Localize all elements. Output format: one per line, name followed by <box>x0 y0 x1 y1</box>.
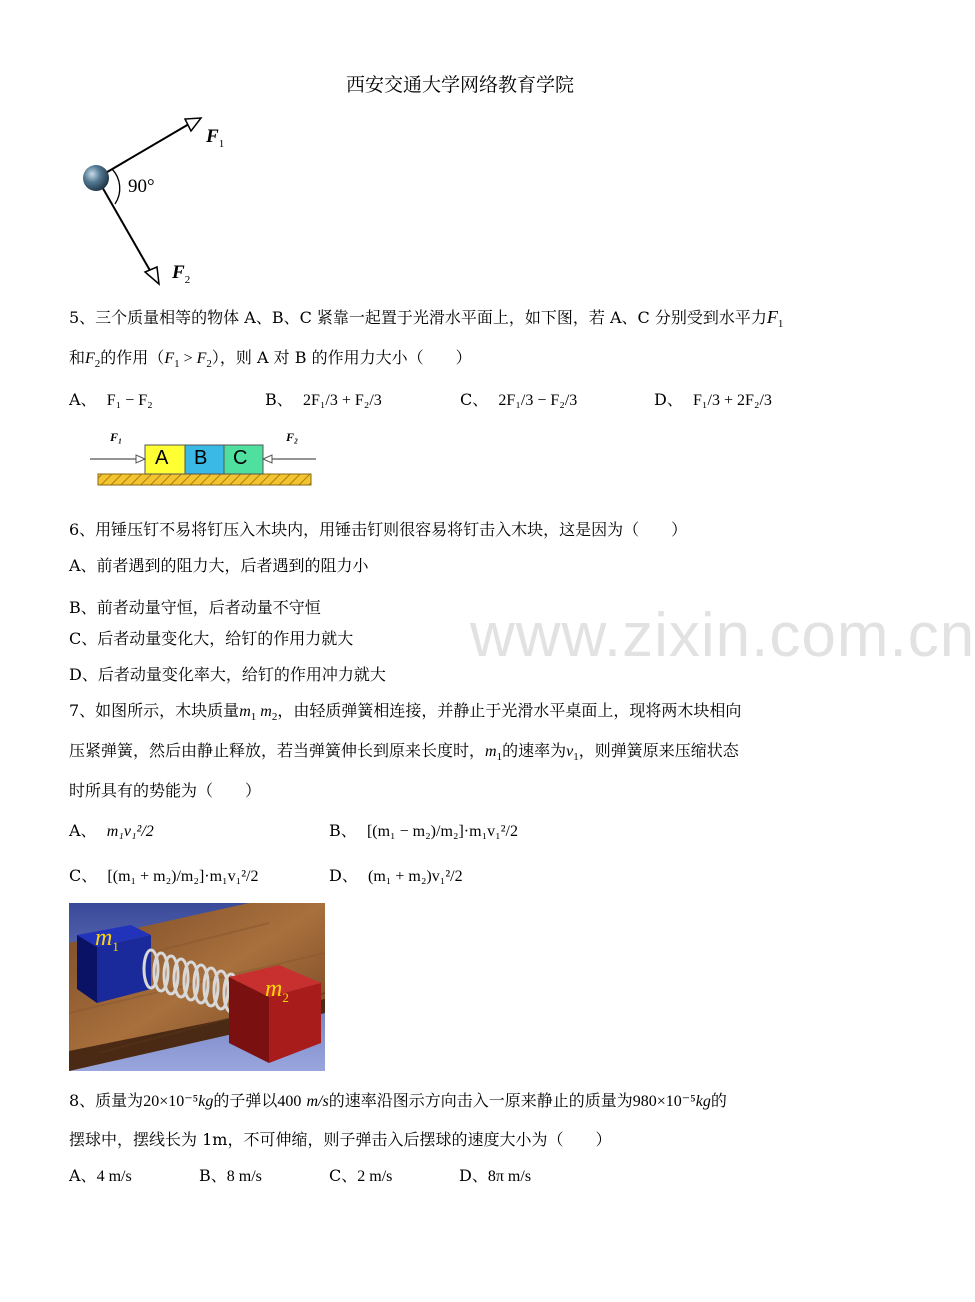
q8-option-d[interactable]: D、8π m/s <box>459 1166 532 1185</box>
force-right-label: F₂ <box>286 430 299 444</box>
q7-stem-line1: 7、如图所示，木块质量$m_1$ $m_2$，由轻质弹簧相连接，并静止于光滑水平桌面上，现将两木块相向 <box>69 701 742 724</box>
angle-label: 90° <box>128 176 155 197</box>
f1-arrowhead <box>185 118 201 131</box>
q5-option-c[interactable]: C、 2F₁/3 − F₂/3 <box>460 390 578 409</box>
q8-stem-line1: 8、质量为20×10⁻⁵kg的子弹以400 m/s的速率沿图示方向击入一原来静止的质量为980×10⁻⁵kg的 <box>69 1091 727 1110</box>
block-b-label: B <box>194 447 208 469</box>
q8-option-b[interactable]: B、8 m/s <box>199 1166 262 1185</box>
q7-option-b[interactable]: B、 [(m₁ − m₂)/m₂]·m₁v₁²/2 <box>329 821 518 840</box>
watermark: www.zixin.com.cn <box>470 601 975 670</box>
q7-option-a[interactable]: A、 m₁v₁²/2 <box>69 821 154 840</box>
q7-stem-line2: 压紧弹簧，然后由静止释放，若当弹簧伸长到原来长度时，$m_1$的速率为$v_1$，则弹簧原来压缩状态 <box>69 741 739 764</box>
q5-option-a[interactable]: A、 F₁ − F₂ <box>69 390 153 409</box>
photo-m2-label: $m_2$ <box>265 976 289 1005</box>
q5-option-d[interactable]: D、 F₁/3 + 2F₂/3 <box>654 390 772 409</box>
q8-option-a[interactable]: A、4 m/s <box>69 1166 132 1185</box>
f2-label: $F_2$ <box>172 262 191 286</box>
q5-stem-line2: 和$F_2$的作用$(F_1 > F_2)$，则 A 对 B 的作用力大小（ ） <box>69 348 472 371</box>
q5-stem-line1: 5、三个质量相等的物体 A、B、C 紧靠一起置于光滑水平面上，如下图，若 A、C 分别受到水平力$F_1$ <box>69 307 784 331</box>
f2-arrowhead <box>145 267 159 284</box>
q6-option-b[interactable]: B、前者动量守恒，后者动量不守恒 <box>69 598 321 617</box>
q5-option-b[interactable]: B、 2F₁/3 + F₂/3 <box>265 390 382 409</box>
q8-stem-line2: 摆球中，摆线长为 1m，不可伸缩，则子弹击入后摆球的速度大小为（ ） <box>69 1130 612 1149</box>
block-a-label: A <box>155 447 169 469</box>
ground <box>98 474 311 485</box>
f1-label: $F_1$ <box>206 126 225 150</box>
q8-option-c[interactable]: C、2 m/s <box>329 1166 393 1185</box>
q6-option-c[interactable]: C、后者动量变化大，给钉的作用力就大 <box>69 629 354 648</box>
q6-option-a[interactable]: A、前者遇到的阻力大，后者遇到的阻力小 <box>69 556 369 575</box>
block-c-label: C <box>233 447 248 469</box>
ball <box>83 165 109 191</box>
q7-stem-line3: 时所具有的势能为（ ） <box>69 781 262 800</box>
q6-option-d[interactable]: D、后者动量变化率大，给钉的作用冲力就大 <box>69 665 386 684</box>
q8-unit-kg-2: kg <box>695 1093 711 1110</box>
page-title: 西安交通大学网络教育学院 <box>345 74 574 96</box>
force-left-label: F₁ <box>110 430 123 444</box>
q6-stem: 6、用锤压钉不易将钉压入木块内，用锤击钉则很容易将钉击入木块，这是因为（ ） <box>69 520 688 539</box>
photo-m1-label: $m_1$ <box>95 925 119 954</box>
q7-option-d[interactable]: D、 (m₁ + m₂)v₁²/2 <box>329 866 463 885</box>
angle-arc <box>112 169 120 204</box>
q7-option-c[interactable]: C、 [(m₁ + m₂)/m₂]·m₁v₁²/2 <box>69 866 259 885</box>
